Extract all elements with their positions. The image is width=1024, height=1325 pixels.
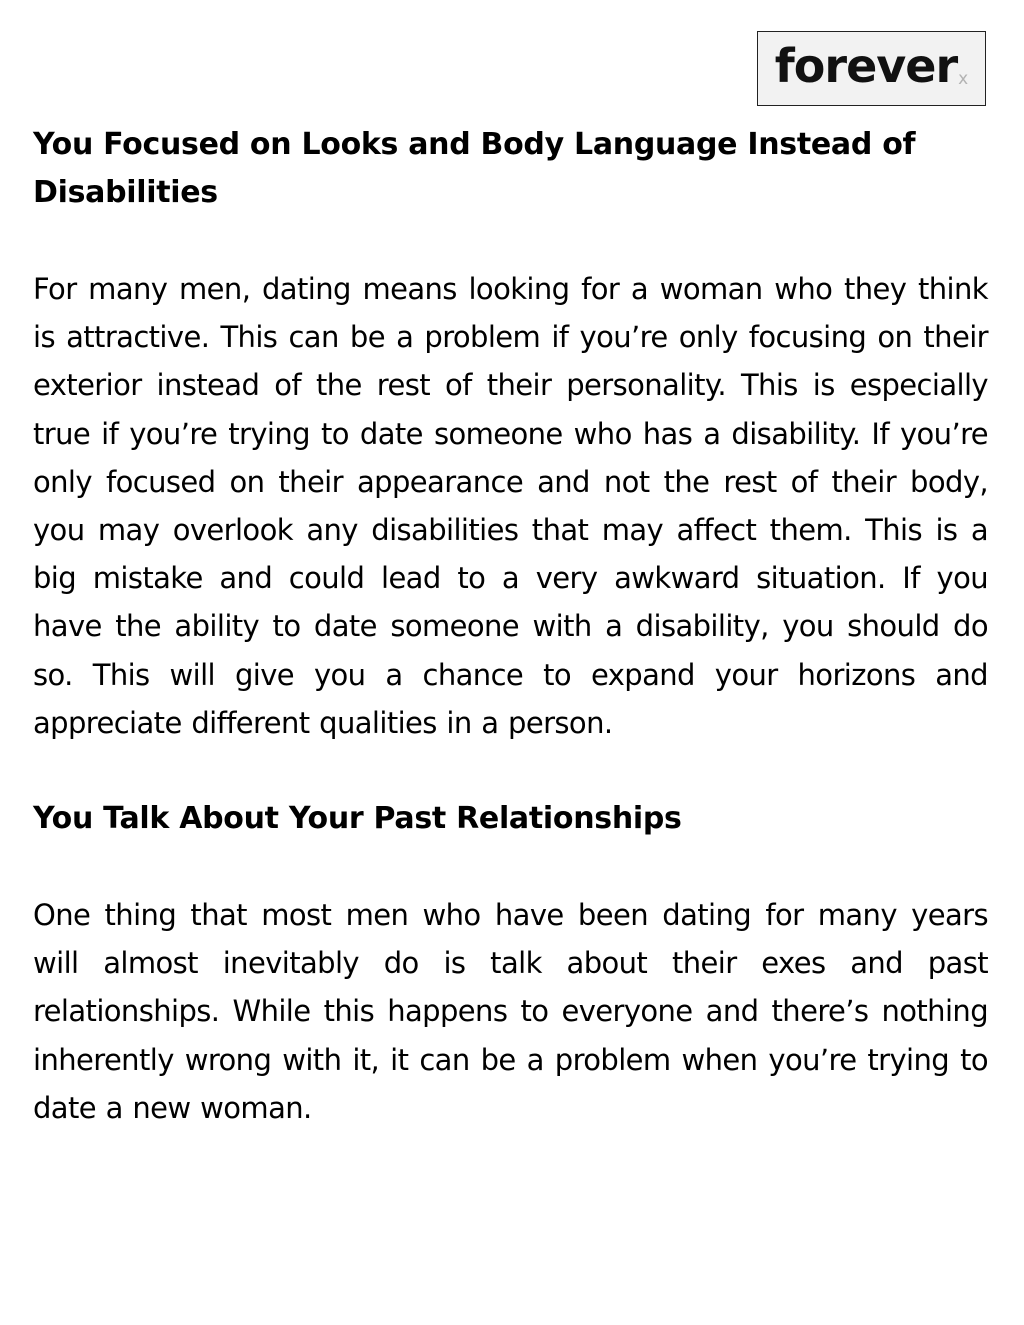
document-body bbox=[33, 121, 988, 1132]
section-paragraph-looks: For many men, dating means looking for a woman who they think is attractive. This can be a problem if you’re only focusing on their exterior instead of the rest of their personality. This is especially true if you’re trying to date someone who has a disability. If you’re only focused on their appearance and not the rest of their body, you may overlook any disabilities that may affect them. This is a big mistake and could lead to a very awkward situation. If you have the ability to date someone with a disability, you should do so. This will give you a chance to expand your horizons and appreciate different qualities in a person. bbox=[33, 272, 988, 740]
logo-x-mark: x bbox=[958, 69, 969, 89]
section-heading-looks: You Focused on Looks and Body Language Instead of Disabilities bbox=[33, 127, 916, 210]
section-heading-past-relationships: You Talk About Your Past Relationships bbox=[33, 801, 682, 837]
spacer bbox=[33, 843, 988, 891]
brand-logo bbox=[757, 31, 986, 106]
section-paragraph-past-relationships: One thing that most men who have been dating for many years will almost inevitably do is talk about their exes and past relationships. While this happens to everyone and there’s nothing inherently wrong with it, it can be a problem when you’re trying to date a new woman. bbox=[33, 898, 988, 1125]
spacer bbox=[33, 747, 988, 795]
spacer bbox=[33, 217, 988, 265]
logo-wordmark: forever bbox=[774, 38, 958, 93]
